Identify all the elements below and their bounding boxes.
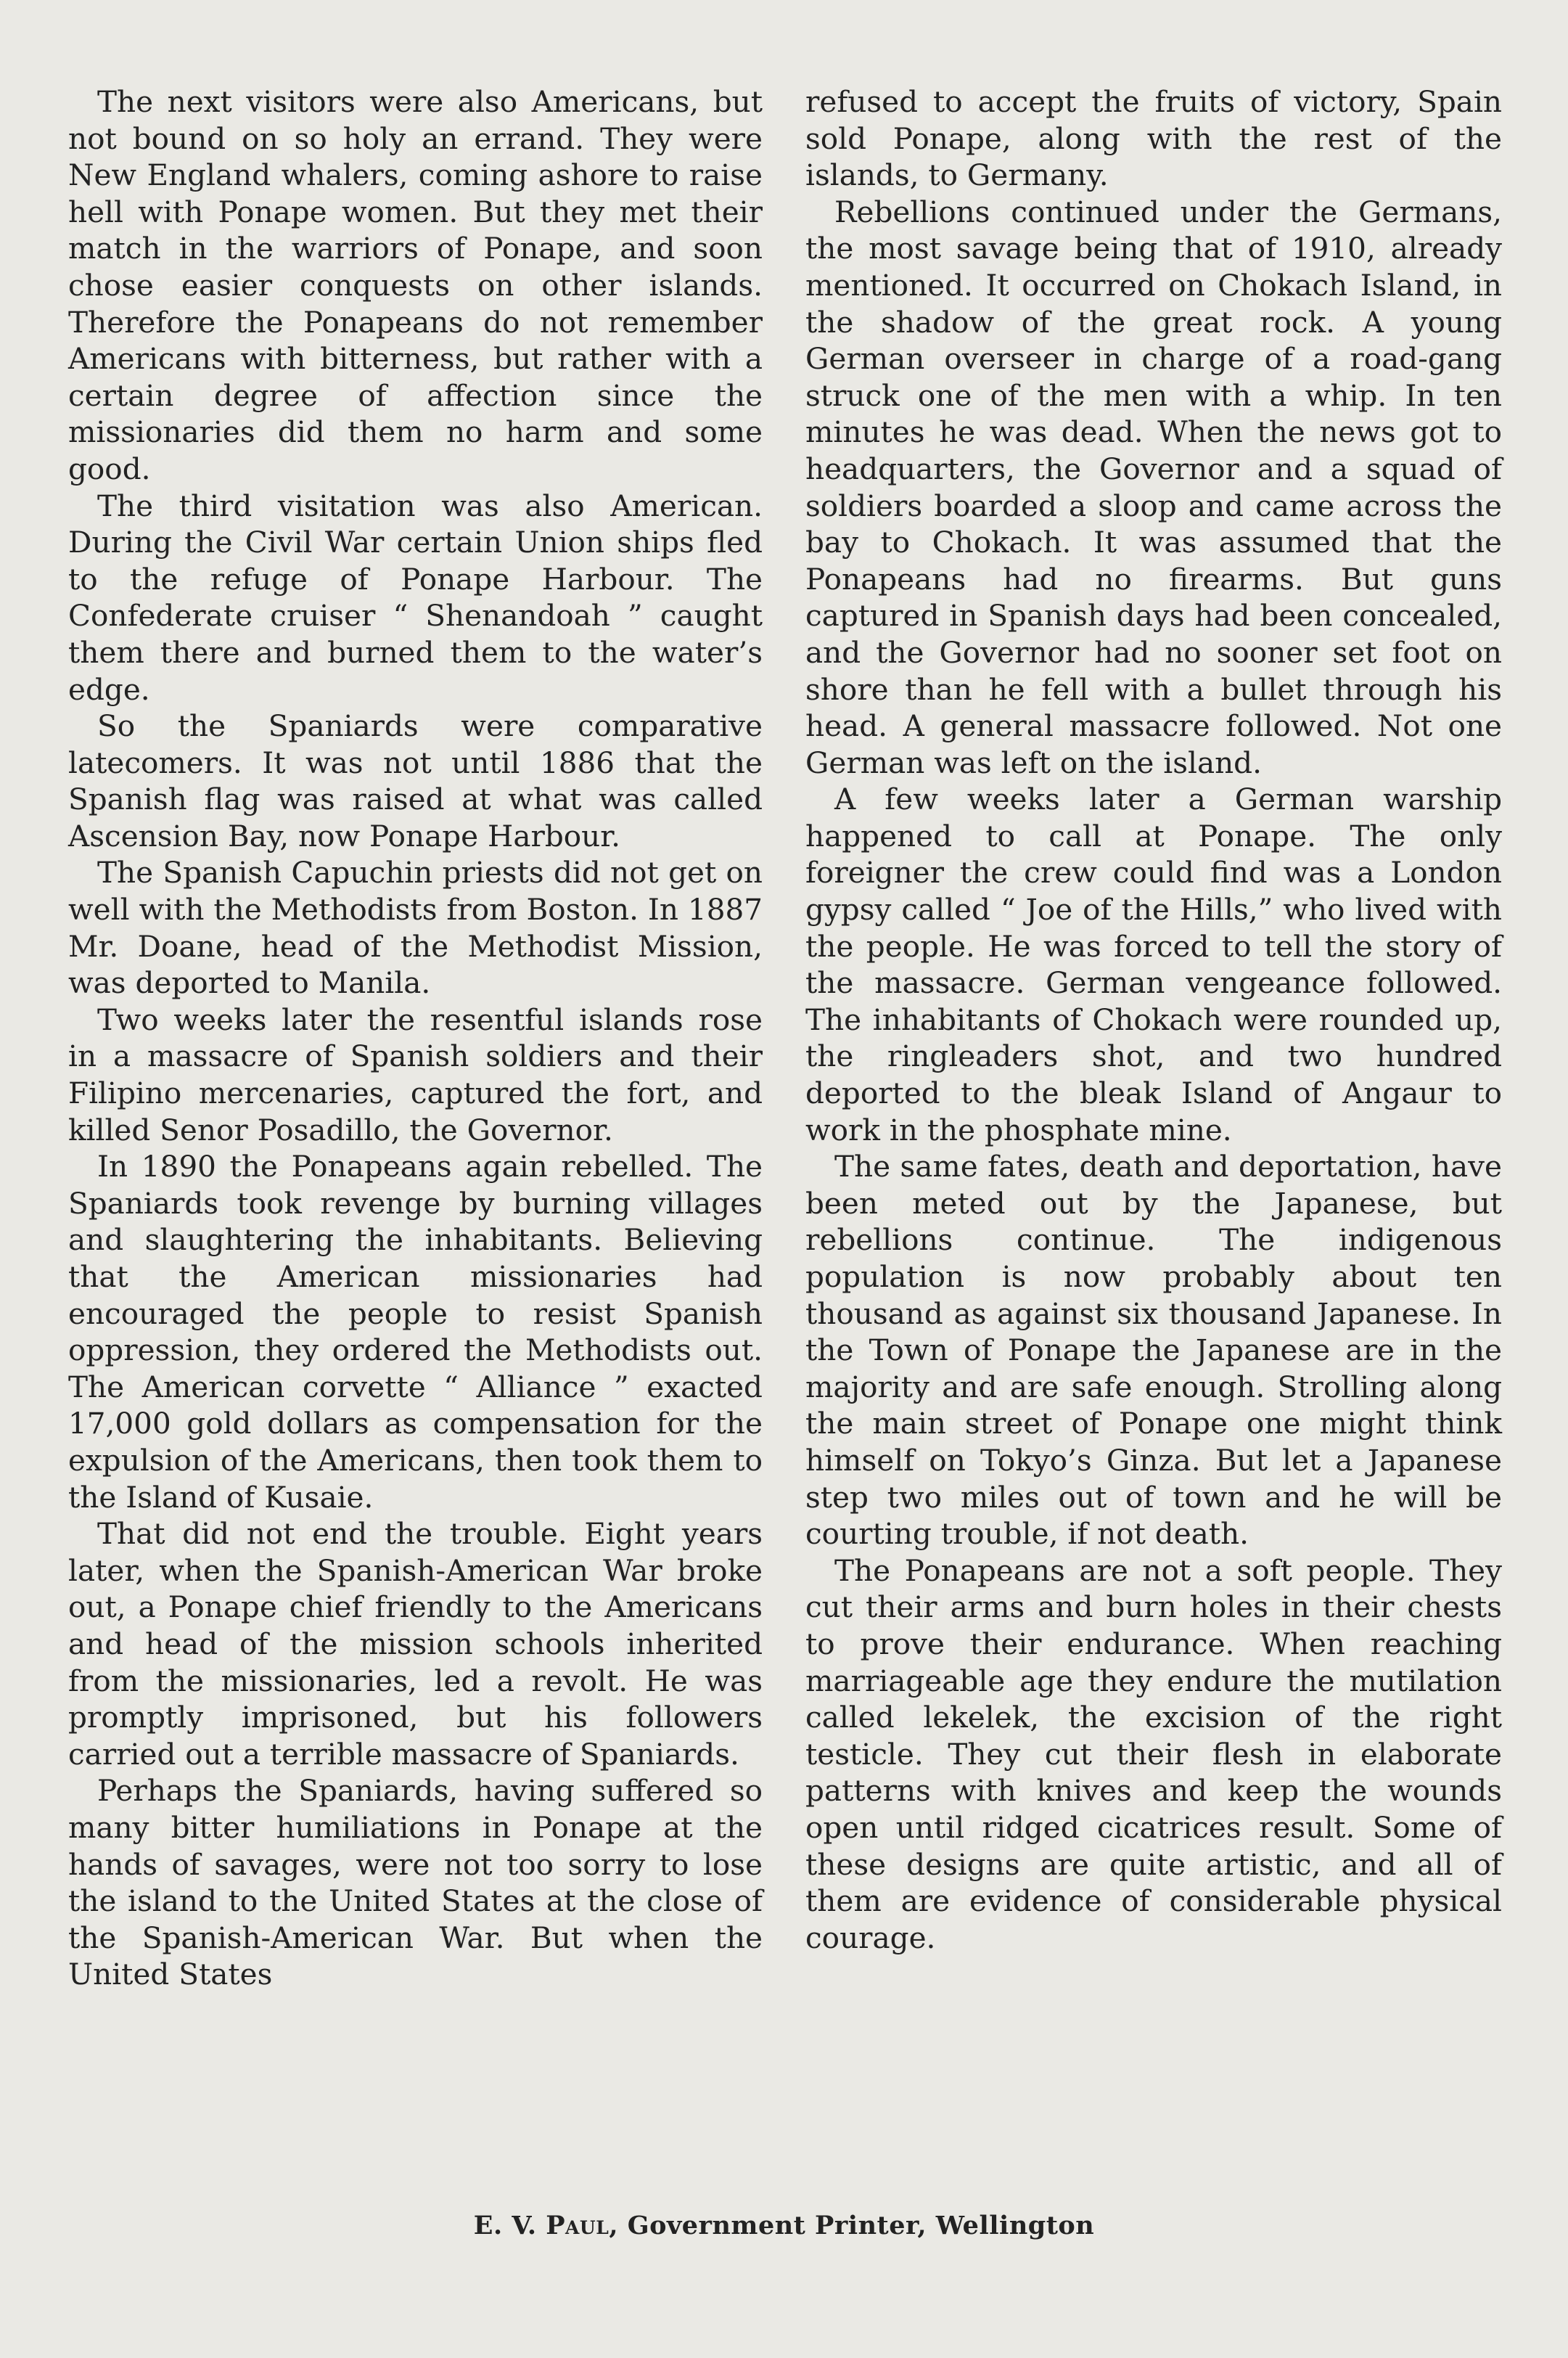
paragraph: The third visitation was also American. During the Civil War certain Union ships fled to the refuge of Ponape Harbour. The Confederate cruiser “ Shenandoah ” caught them there and burned them to the water’s edge. bbox=[68, 488, 763, 707]
paragraph: Perhaps the Spaniards, having suffered so many bitter humiliations in Ponape at the hands of savages, were not too sorry to lose the island to the United States at the close of the Spanish-American War. But when the United States bbox=[68, 1773, 763, 1992]
printer-imprint bbox=[0, 2211, 1568, 2240]
right-column bbox=[805, 83, 1502, 1956]
paragraph: In 1890 the Ponapeans again rebelled. The Spaniards took revenge by burning villages and slaughtering the inhabitants. Believing that the American missionaries had encouraged the people to resist Spanish oppression, they ordered the Methodists out. The American corvette “ Alliance ” exacted 17,000 gold dollars as compensation for the expulsion of the Americans, then took them to the Island of Kusaie. bbox=[68, 1149, 763, 1515]
printer-name: E. V. Paul, bbox=[473, 2211, 619, 2240]
paragraph: That did not end the trouble. Eight years later, when the Spanish-American War broke out, a Ponape chief friendly to the Americans and head of the mission schools inherited from the missionaries, led a revolt. He was promptly imprisoned, but his followers carried out a terrible massacre of Spaniards. bbox=[68, 1516, 763, 1772]
paragraph: The next visitors were also Americans, but not bound on so holy an errand. They were New England whalers, coming ashore to raise hell with Ponape women. But they met their match in the warriors of Ponape, and soon chose easier conquests on other islands. Therefore the Ponapeans do not remember Americans with bitterness, but rather with a certain degree of affection since the missionaries did them no harm and some good. bbox=[68, 84, 763, 486]
paragraph: A few weeks later a German warship happened to call at Ponape. The only foreigner the crew could find was a London gypsy called “ Joe of the Hills,” who lived with the people. He was forced to tell the story of the massacre. German vengeance followed. The inhabitants of Chokach were rounded up, the ringleaders shot, and two hundred deported to the bleak Island of Angaur to work in the phosphate mine. bbox=[805, 782, 1502, 1147]
paragraph: The Spanish Capuchin priests did not get on well with the Methodists from Boston. In 1887 Mr. Doane, head of the Methodist Mission, was deported to Manila. bbox=[68, 855, 763, 1001]
paragraph: Rebellions continued under the Germans, the most savage being that of 1910, already mentioned. It occurred on Chokach Island, in the shadow of the great rock. A young German overseer in charge of a road-gang struck one of the men with a whip. In ten minutes he was dead. When the news got to headquarters, the Governor and a squad of soldiers boarded a sloop and came across the bay to Chokach. It was assumed that the Ponapeans had no firearms. But guns captured in Spanish days had been concealed, and the Governor had no sooner set foot on shore than he fell with a bullet through his head. A general massacre followed. Not one German was left on the island. bbox=[805, 194, 1502, 780]
paragraph: The same fates, death and deportation, have been meted out by the Japanese, but rebellions continue. The indigenous population is now probably about ten thousand as against six thousand Japanese. In the Town of Ponape the Japanese are in the majority and are safe enough. Strolling along the main street of Ponape one might think himself on Tokyo’s Ginza. But let a Japanese step two miles out of town and he will be courting trouble, if not death. bbox=[805, 1149, 1502, 1552]
left-column bbox=[68, 83, 763, 1993]
paragraph: refused to accept the fruits of victory, Spain sold Ponape, along with the rest of the islands, to Germany. bbox=[805, 84, 1502, 193]
paragraph: Two weeks later the resentful islands rose in a massacre of Spanish soldiers and their Filipino mercenaries, captured the fort, and killed Senor Posadillo, the Governor. bbox=[68, 1002, 763, 1147]
paragraph: The Ponapeans are not a soft people. They cut their arms and burn holes in their chests to prove their endurance. When reaching marriageable age they endure the mutilation called lekelek, the excision of the right testicle. They cut their flesh in elaborate patterns with knives and keep the wounds open until ridged cicatrices result. Some of these designs are quite artistic, and all of them are evidence of considerable physical courage. bbox=[805, 1552, 1502, 1955]
paragraph: So the Spaniards were comparative latecomers. It was not until 1886 that the Spanish flag was raised at what was called Ascension Bay, now Ponape Harbour. bbox=[68, 708, 763, 853]
printer-title: Government Printer, Wellington bbox=[627, 2211, 1095, 2240]
